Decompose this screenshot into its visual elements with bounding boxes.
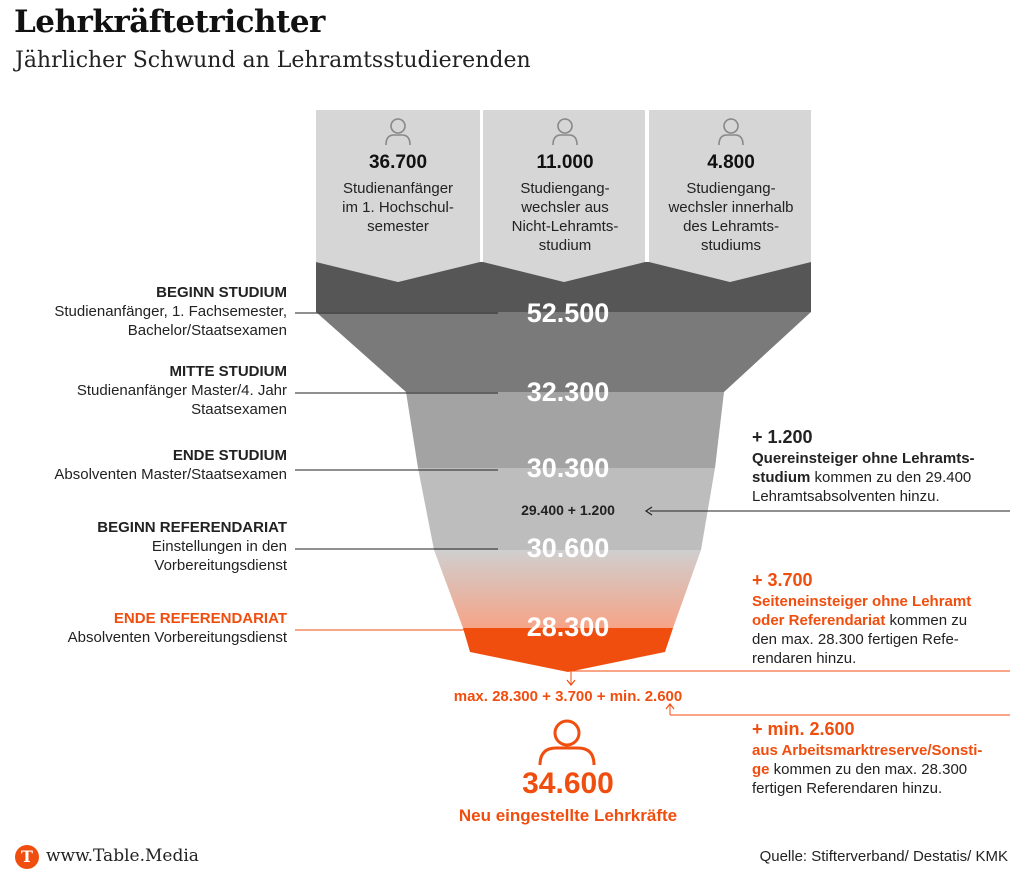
- source-value: 4.800: [707, 152, 755, 173]
- stage-value-5: 28.300: [526, 612, 610, 642]
- stage-text: Einstellungen in den Vorbereitungsdienst: [151, 538, 287, 574]
- stage-label-4: [0, 518, 287, 575]
- stage-head: BEGINN REFERENDARIAT: [97, 519, 287, 536]
- note-bold: Quereinsteiger ohne Lehramts- studium: [752, 450, 975, 486]
- person-icon: [550, 116, 580, 146]
- table-media-logo: T: [15, 845, 39, 869]
- person-icon: [383, 116, 413, 146]
- stage-value-2: 32.300: [526, 377, 610, 407]
- note-seiteneinsteiger: [752, 571, 1012, 668]
- note-amount: + min. 2.600: [752, 719, 855, 739]
- stage-text: Absolventen Master/Staatsexamen: [54, 466, 287, 483]
- result-person-icon: [540, 721, 594, 765]
- source-text: Studiengang- wechsler aus Nicht-Lehramts- studium: [511, 180, 619, 254]
- stage-value-1: 52.500: [526, 298, 610, 328]
- stage-label-3: [0, 446, 287, 484]
- stage-head: ENDE REFERENDARIAT: [113, 610, 287, 627]
- source-value: 11.000: [536, 152, 594, 173]
- stage-head: BEGINN STUDIUM: [156, 284, 287, 301]
- note-arbeitsmarktreserve: [752, 720, 1012, 798]
- stage-label-2: [0, 362, 287, 419]
- note-text: kommen zu den max. 28.300 fertigen Refe- rendaren hinzu.: [752, 612, 968, 667]
- stage-head: MITTE STUDIUM: [169, 363, 287, 380]
- page-subtitle: Jährlicher Schwund an Lehramtsstudierenden: [15, 48, 531, 73]
- stage-text: Studienanfänger Master/4. Jahr Staatsexamen: [76, 382, 287, 418]
- note-quereinsteiger: [752, 428, 1012, 506]
- stage-label-1: [0, 283, 287, 340]
- page-title: Lehrkräftetrichter: [14, 4, 325, 40]
- stage-value-4: 30.600: [526, 533, 610, 563]
- footer-url[interactable]: www.Table.Media: [46, 846, 199, 866]
- source-text: Studienanfänger im 1. Hochschul- semester: [342, 180, 454, 235]
- result-equation: max. 28.300 + 3.700 + min. 2.600: [453, 688, 683, 705]
- stage-text: Studienanfänger, 1. Fachsemester, Bachelor/Staatsexamen: [54, 303, 287, 339]
- note-amount: + 1.200: [752, 427, 813, 447]
- stage-value-3: 30.300: [526, 453, 610, 483]
- source-box-content-3: [649, 110, 813, 255]
- footer-source: Quelle: Stifterverband/ Destatis/ KMK: [759, 848, 1008, 865]
- note-bold: Seiteneinsteiger ohne Lehramt oder Referendariat: [752, 593, 972, 629]
- note-amount: + 3.700: [752, 570, 813, 590]
- note-bold: aus Arbeitsmarktreserve/Sonsti- ge: [752, 742, 983, 778]
- mid-sum: 29.400 + 1.200: [521, 502, 615, 518]
- note-text: kommen zu den max. 28.300 fertigen Referendaren hinzu.: [752, 761, 968, 797]
- stage-text: Absolventen Vorbereitungsdienst: [67, 629, 287, 646]
- source-box-content-1: [316, 110, 480, 236]
- source-box-content-2: [483, 110, 647, 255]
- person-icon: [716, 116, 746, 146]
- result-value: 34.600: [522, 767, 614, 800]
- note-text: kommen zu den 29.400 Lehramtsabsolventen hinzu.: [752, 469, 972, 505]
- source-text: Studiengang- wechsler innerhalb des Lehramts- studiums: [668, 180, 794, 254]
- result-label: Neu eingestellte Lehrkräfte: [458, 806, 678, 825]
- stage-label-5: [0, 609, 287, 647]
- source-value: 36.700: [368, 152, 428, 173]
- stage-head: ENDE STUDIUM: [172, 447, 287, 464]
